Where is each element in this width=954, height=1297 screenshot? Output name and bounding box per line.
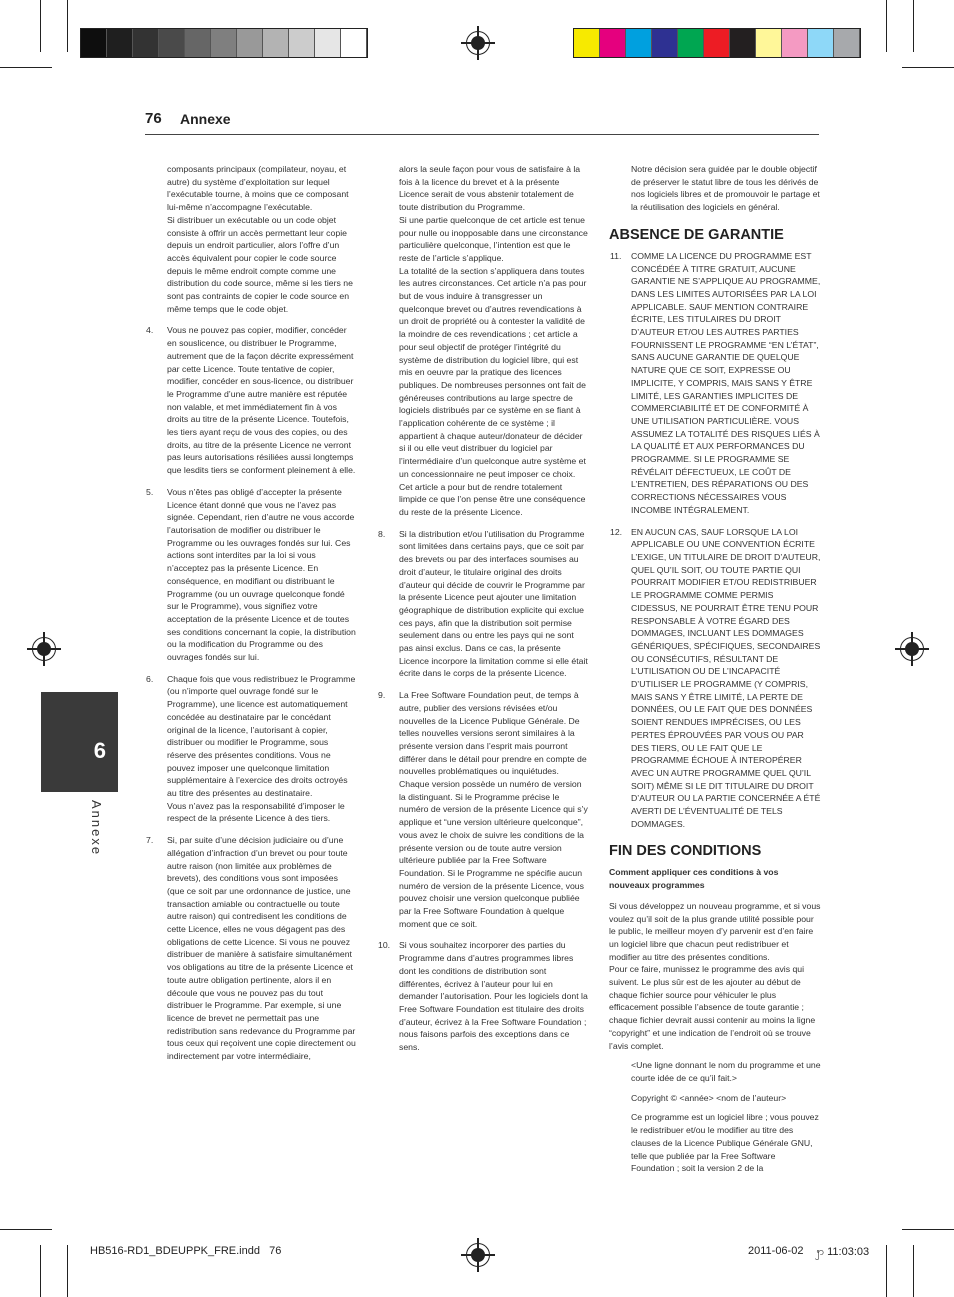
paragraph: La totalité de la section s’appliquera dans toutes les autres circonstances. Cet article n’a pas pour but de vous induire à transgresser un quelconque brevet ou d’autres revendications à un droit de propriété ou à contester la validité de la moindre de ces revendications ; cet article a pour seul objectif de protéger l’intégrité du système de distribution du logiciel libre, qui est mis en oeuvre par la pratique des licences publiques. De nombreuses personnes ont fait de généreuses contributions au large spectre de logiciels distribués par ce système en se fiant à l’application cohérente de ce système ; il appartient à chaque auteur/donateur de décider si il ou elle veut distribuer du logiciel par l’intermédiaire d’un quelconque autre système et un concessionnaire ne peut imposer ce choix. <box>399 265 587 479</box>
crop-mark <box>886 0 887 52</box>
color-swatch <box>678 29 704 57</box>
color-swatch <box>237 29 263 57</box>
chapter-tab <box>41 692 118 792</box>
section-heading: FIN DES CONDITIONS <box>609 843 762 860</box>
color-swatch <box>574 29 600 57</box>
color-swatch <box>834 29 860 57</box>
registration-mark-icon <box>900 637 924 661</box>
list-item: 8. Si la distribution et/ou l’utilisation du Programme sont limitées dans certains pays, que ce soit par des brevets ou par des interfaces soumises au droit d’auteur, le titulaire original des droits d’auteur qui décide de couvrir le Programme par la présente Licence peut ajouter une limitation géographique de distribution explicite qui exclue ces pays, afin que la distribution soit permise seulement dans ou entre les pays qui ne sont pas ainsi exclus. Dans ce cas, la présente Licence incorpore la limitation comme si elle était écrite dans le corps de la présente Licence. <box>378 528 588 679</box>
paragraph: Notre décision sera guidée par le double objectif de préserver le statut libre de tous les dérivés de nos logiciels libres et de promouvoir le partage et la réutilisation des logiciels en général. <box>631 164 820 213</box>
color-swatch <box>626 29 652 57</box>
paragraph: Si distribuer un exécutable ou un code objet consiste à offrir un accès permettant leur copie depuis un endroit particulier, alors l’offre d’un accès équivalent pour copier le code source depuis le même endroit compte comme une distribution du code source, même si les tiers ne sont pas contraints de copier le code source en même temps que le code objet. <box>167 214 353 314</box>
crop-mark <box>913 1245 914 1297</box>
color-swatch <box>652 29 678 57</box>
crop-mark <box>40 1245 41 1297</box>
footer-date: 2011-06-02 <box>748 1245 804 1257</box>
color-swatch <box>133 29 159 57</box>
quote-line: Ce programme est un logiciel libre ; vous pouvez le redistribuer et/ou le modifier au titre des clauses de la Licence Publique Générale GNU, telle que publiée par la Free Software Foundation ; soit la version 2 de la <box>631 1112 819 1174</box>
list-item: 9. La Free Software Foundation peut, de temps à autre, publier des versions révisées et/ou nouvelles de la Licence Publique Générale. De telles nouvelles versions seront similaires à la présente version dans l’esprit mais pourront différer dans le détail pour prendre en compte de nouvelles problématiques ou inquiétudes. Chaque version possède un numéro de version la distinguant. Si le Programme précise le numéro de version de la présente Licence qui s’y applique et “une version ultérieure quelconque”, vous avez le choix de suivre les conditions de la présente version ou de toute autre version ultérieure publiée par la Free Software Foundation. Si le Programme ne spécifie aucun numéro de version de la présente Licence, vous pouvez choisir une version quelconque publiée par la Free Software Foundation à quelque moment que ce soit. <box>378 690 588 929</box>
paragraph: Cet article a pour but de rendre totalement limpide ce que l’on pense être une conséquence du reste de la présente Licence. <box>399 481 586 517</box>
list-item: 6. Chaque fois que vous redistribuez le Programme (ou n’importe quel ouvrage fondé sur le Programme), une licence est automatiquement concédée au destinataire par le concédant original de la licence, l’autorisant à copier, distribuer ou modifier le Programme, sous réserve des présentes conditions. Vous ne pouvez imposer une quelconque limitation supplémentaire à l’exercice des droits octroyés au titre des présentes au destinataire. Vous n’avez pas la responsabilité d’imposer le respect de la présente Licence à des tiers. <box>146 673 356 824</box>
chapter-label: Annexe <box>89 800 104 857</box>
crop-mark <box>40 0 41 52</box>
paragraph: Si vous développez un nouveau programme, et si vous voulez qu’il soit de la plus grande utilité possible pour le public, le meilleur moyen d’y parvenir est d’en faire un logiciel libre que chacun peut redistribuer et modifier au titre des présentes conditions. <box>609 900 821 962</box>
color-swatch <box>730 29 756 57</box>
color-swatch <box>107 29 133 57</box>
crop-mark <box>67 1245 68 1297</box>
page-header <box>145 108 819 135</box>
list-item: 7. Si, par suite d’une décision judiciaire ou d’une allégation d’infraction d’un brevet ou pour toute autre raison (non limitée aux problèmes de brevets), des conditions vous sont imposées (que ce soit par une ordonnance de justice, une transaction amiable ou contractuelle ou toute autre raison) qui contredisent les conditions de cette Licence, elles ne vous dégagent pas des obligations de cette Licence. Si vous ne pouvez distribuer de manière à satisfaire simultanément vos obligations au titre de la présente Licence et toute autre obligation pertinente, alors il en découle que vous ne pouvez pas du tout distribuer le Programme. Par exemple, si une licence de brevet ne permettait pas une redistribution sans redevance du Programme par tous ceux qui reçoivent une copie directement ou indirectement par votre intermédiaire, <box>146 835 356 1062</box>
list-item: 5. Vous n’êtes pas obligé d’accepter la présente Licence étant donné que vous ne l’avez pas signée. Cependant, rien d’autre ne vous accorde l’autorisation de modifier ou distribuer le Programme ou les ouvrages fondés sur lui. Ces actions sont interdites par la loi si vous n’acceptez pas la présente Licence. En conséquence, en modifiant ou distribuant le Programme (ou un ouvrage quelconque fondé sur le Programme), vous signifiez votre acceptation de la présente Licence et de toutes ses conditions concernant la copie, la distribution ou la modification du Programme ou des ouvrages fondés sur lui. <box>146 486 356 663</box>
quote-line: <Une ligne donnant le nom du programme et une courte idée de ce qu’il fait.> <box>631 1060 821 1083</box>
list-item: 12. EN AUCUN CAS, SAUF LORSQUE LA LOI APPLICABLE OU UNE CONVENTION ÉCRITE L’EXIGE, UN TITULAIRE DE DROIT D’AUTEUR, QUEL QU’IL SOIT, OU TOUTE PARTIE QUI POURRAIT MODIFIER ET/OU REDISTRIBUER LE PROGRAMME COMME PERMIS CIDESSUS, NE POURRAIT ÊTRE TENU POUR RESPONSABLE À VOTRE ÉGARD DES DOMMAGES, INCLUANT LES DOMMAGES GÉNÉRIQUES, SPÉCIFIQUES, SECONDAIRES OU CONSÉCUTIFS, RÉSULTANT DE L’UTILISATION OU DE L’INCAPACITÉ D’UTILISER LE PROGRAMME (Y COMPRIS, MAIS SANS Y ÊTRE LIMITÉ, LA PERTE DE DONNÉES, OU LE FAIT QUE DES DONNÉES SOIENT RENDUES IMPRÉCISES, OU LES PERTES ÉPROUVÉES PAR VOUS OU PAR DES TIERS, OU LE FAIT QUE LE PROGRAMME ÉCHOUE À INTEROPÉRER AVEC UN AUTRE PROGRAMME QUEL QU’IL SOIT) MÊME SI LE DIT TITULAIRE DU DROIT D’AUTEUR OU LA PARTIE CONCERNÉE A ÉTÉ AVERTI DE L’ÉVENTUALITÉ DE TELS DOMMAGES. <box>610 526 821 829</box>
gray-color-bar <box>80 28 368 58</box>
crop-mark <box>902 67 954 68</box>
quote-line: Copyright © <année> <nom de l’auteur> <box>631 1092 787 1103</box>
color-swatch <box>704 29 730 57</box>
page-number: 76 <box>145 110 162 127</box>
color-swatch <box>159 29 185 57</box>
paragraph: composants principaux (compilateur, noyau, et autre) du système d’exploitation sur lequel l’exécutable tourne, à moins que ce composant lui-même n’accompagne l’exécutable. <box>167 164 349 213</box>
process-color-bar <box>573 28 861 58</box>
crop-mark <box>67 0 68 52</box>
section-heading: ABSENCE DE GARANTIE <box>609 226 784 243</box>
crop-mark <box>0 1229 52 1230</box>
registration-mark-icon <box>466 31 490 55</box>
color-swatch <box>185 29 211 57</box>
footer-time: ꩭ 11:03:03 <box>815 1246 870 1258</box>
list-item: 10. Si vous souhaitez incorporer des parties du Programme dans d’autres programmes libres dont les conditions de distribution sont différentes, écrivez à l’auteur pour lui en demander l’autorisation. Pour les logiciels dont la Free Software Foundation est titulaire des droits d’auteur, écrivez à la Free Software Foundation ; nous faisons parfois des exceptions dans ce sens. <box>378 940 588 1053</box>
column-2 <box>378 163 589 1054</box>
paragraph: alors la seule façon pour vous de satisfaire à la fois à la licence du brevet et à la présente Licence serait de vous abstenir totalement de toute distribution du Programme. <box>399 164 581 213</box>
crop-mark <box>886 1245 887 1297</box>
color-swatch <box>756 29 782 57</box>
color-swatch <box>81 29 107 57</box>
registration-mark-icon <box>32 637 56 661</box>
color-swatch <box>211 29 237 57</box>
crop-mark <box>902 1229 954 1230</box>
color-swatch <box>341 29 367 57</box>
color-swatch <box>263 29 289 57</box>
color-swatch <box>808 29 834 57</box>
column-3 <box>609 163 821 1175</box>
crop-mark <box>913 0 914 52</box>
crop-mark <box>0 67 52 68</box>
color-swatch <box>600 29 626 57</box>
color-swatch <box>782 29 808 57</box>
footer-file-info: HB516-RD1_BDEUPPK_FRE.indd 76 <box>90 1245 282 1257</box>
color-swatch <box>315 29 341 57</box>
list-item: 11. COMME LA LICENCE DU PROGRAMME EST CONCÉDÉE À TITRE GRATUIT, AUCUNE GARANTIE NE S’APPLIQUE AU PROGRAMME, DANS LES LIMITES AUTORISÉES PAR LA LOI APPLICABLE. SAUF MENTION CONTRAIRE ÉCRITE, LES TITULAIRES DU DROIT D’AUTEUR ET/OU LES AUTRES PARTIES FOURNISSENT LE PROGRAMME “EN L’ÉTAT”, SANS AUCUNE GARANTIE DE QUELQUE NATURE QUE CE SOIT, EXPRESSE OU IMPLICITE, Y COMPRIS, MAIS SANS Y ÊTRE LIMITÉ, LES GARANTIES IMPLICITES DE COMMERCIABILITÉ ET DE CONFORMITÉ À UNE UTILISATION PARTICULIÈRE. VOUS ASSUMEZ LA TOTALITÉ DES RISQUES LIÉS À LA QUALITÉ ET AUX PERFORMANCES DU PROGRAMME. SI LE PROGRAMME SE RÉVÉLAIT DÉFECTUEUX, LE COÛT DE L’ENTRETIEN, DES RÉPARATIONS OU DES CORRECTIONS NÉCESSAIRES VOUS INCOMBE INTÉGRALEMENT. <box>610 250 821 515</box>
color-swatch <box>289 29 315 57</box>
registration-mark-icon <box>466 1243 490 1267</box>
column-1 <box>146 163 357 1063</box>
list-item: 4. Vous ne pouvez pas copier, modifier, concéder en souslicence, ou distribuer le Programme, autrement que de la façon décrite expressément par cette Licence. Toute tentative de copier, modifier, concéder en sous-licence, ou distribuer le Programme d’une autre manière est réputée non valable, et met immédiatement fin à vos droits au titre de la présente Licence. Toutefois, les tiers ayant reçu de vous des copies, ou des droits, au titre de la présente Licence ne verront pas leurs autorisations résiliées aussi longtemps que lesdits tiers se conforment pleinement à elle. <box>146 325 356 476</box>
paragraph: Si une partie quelconque de cet article est tenue pour nulle ou inopposable dans une circonstance particulière quelconque, l’intention est que le reste de l’article s’applique. <box>399 214 588 263</box>
paragraph: Pour ce faire, munissez le programme des avis qui suivent. Le plus sûr est de les ajouter au début de chaque fichier source pour véhiculer le plus efficacement possible l’absence de toute garantie ; chaque fichier devrait aussi contenir au moins la ligne “copyright” et une indication de l’endroit où se trouve l’avis complet. <box>609 964 816 1051</box>
chapter-number: 6 <box>93 738 106 763</box>
section-title: Annexe <box>180 111 231 127</box>
subheading: Comment appliquer ces conditions à vos nouveaux programmes <box>609 867 779 891</box>
